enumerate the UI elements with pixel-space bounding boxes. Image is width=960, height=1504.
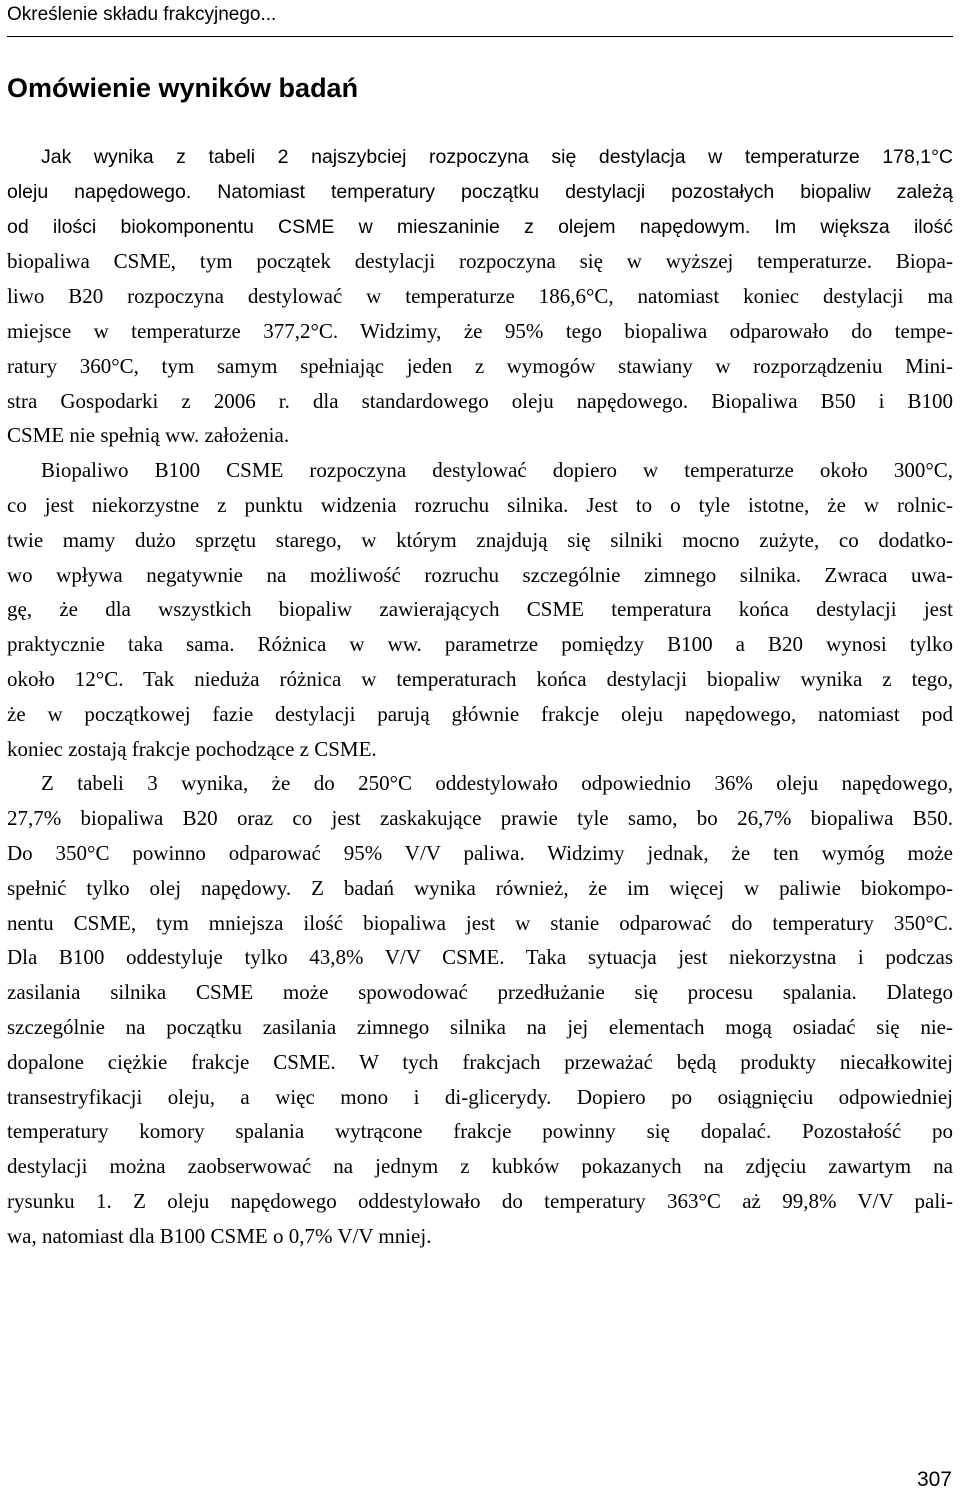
paragraph-line: liwo B20 rozpoczyna destylować w temperaturze 186,6°C, natomiast koniec destylacji ma [7, 284, 953, 309]
paragraph-line: co jest niekorzystne z punktu widzenia rozruchu silnika. Jest to o tyle istotne, że w rolnic- [7, 492, 953, 517]
paragraph-line: Dla B100 oddestyluje tylko 43,8% V/V CSME. Taka sytuacja jest niekorzystna i podczas [7, 945, 953, 970]
paragraph-line: nentu CSME, tym mniejsza ilość biopaliwa jest w stanie odparować do temperatury 350°C. [7, 910, 953, 935]
paragraph-line: wo wpływa negatywnie na możliwość rozruchu szczególnie zimnego silnika. Zwraca uwa- [7, 562, 953, 587]
paragraph-line: ratury 360°C, tym samym spełniając jeden z wymogów stawiany w rozporządzeniu Mini- [7, 353, 953, 378]
paragraph-line: spełnić tylko olej napędowy. Z badań wynika również, że im więcej w paliwie biokompo- [7, 875, 953, 900]
paragraph-line: CSME nie spełnią ww. założenia. [7, 423, 290, 448]
paragraph-line: około 12°C. Tak nieduża różnica w temperaturach końca destylacji biopaliw wynika z tego, [7, 666, 953, 691]
paragraph-line: Biopaliwo B100 CSME rozpoczyna destylować dopiero w temperaturze około 300°C, [41, 458, 953, 483]
paragraph-line: szczególnie na początku zasilania zimnego silnika na jej elementach mogą osiadać się nie- [7, 1014, 953, 1039]
paragraph-line: destylacji można zaobserwować na jednym z kubków pokazanych na zdjęciu zawartym na [7, 1154, 953, 1179]
paragraph-line: praktycznie taka sama. Różnica w ww. parametrze pomiędzy B100 a B20 wynosi tylko [7, 632, 953, 657]
paragraph-line: miejsce w temperaturze 377,2°C. Widzimy, że 95% tego biopaliwa odparowało do tempe- [7, 318, 953, 343]
paragraph-line: zasilania silnika CSME może spowodować przedłużanie się procesu spalania. Dlatego [7, 980, 953, 1005]
paragraph-line: twie mamy dużo sprzętu starego, w którym znajdują się silniki mocno zużyte, co dodatko- [7, 527, 953, 552]
paragraph-line: gę, że dla wszystkich biopaliw zawierających CSME temperatura końca destylacji jest [7, 597, 953, 622]
header-rule [7, 36, 953, 37]
paragraph-line: Z tabeli 3 wynika, że do 250°C oddestylowało odpowiednio 36% oleju napędowego, [41, 771, 953, 796]
paragraph-line: oleju napędowego. Natomiast temperatury początku destylacji pozostałych biopaliw zależą [7, 180, 953, 203]
paragraph-line: że w początkowej fazie destylacji parują głównie frakcje oleju napędowego, natomiast pod [7, 701, 953, 726]
paragraph-line: Do 350°C powinno odparować 95% V/V paliwa. Widzimy jednak, że ten wymóg może [7, 840, 953, 865]
running-head: Określenie składu frakcyjnego... [7, 4, 277, 25]
paragraph-line: temperatury komory spalania wytrącone frakcje powinny się dopalać. Pozostałość po [7, 1119, 953, 1144]
section-title: Omówienie wyników badań [7, 73, 359, 103]
paragraph-line: dopalone ciężkie frakcje CSME. W tych frakcjach przeważać będą produkty niecałkowitej [7, 1049, 953, 1074]
paragraph-line: transestryfikacji oleju, a więc mono i di-glicerydy. Dopiero po osiągnięciu odpowiedniej [7, 1084, 953, 1109]
paragraph-line: biopaliwa CSME, tym początek destylacji rozpoczyna się w wyższej temperaturze. Biopa- [7, 249, 953, 274]
paragraph-line: wa, natomiast dla B100 CSME o 0,7% V/V mniej. [7, 1223, 432, 1248]
body-text [7, 140, 953, 1254]
page-number: 307 [916, 1468, 952, 1491]
paragraph-line: koniec zostają frakcje pochodzące z CSME. [7, 736, 377, 761]
paragraph-line: Jak wynika z tabeli 2 najszybciej rozpoczyna się destylacja w temperaturze 178,1°C [41, 146, 953, 168]
paragraph-line: 27,7% biopaliwa B20 oraz co jest zaskakujące prawie tyle samo, bo 26,7% biopaliwa B50. [7, 806, 953, 831]
paragraph-line: stra Gospodarki z 2006 r. dla standardowego oleju napędowego. Biopaliwa B50 i B100 [7, 388, 953, 413]
paragraph-line: od ilości biokomponentu CSME w mieszaninie z olejem napędowym. Im większa ilość [7, 215, 953, 238]
paragraph-line: rysunku 1. Z oleju napędowego oddestylowało do temperatury 363°C aż 99,8% V/V pali- [7, 1188, 953, 1213]
